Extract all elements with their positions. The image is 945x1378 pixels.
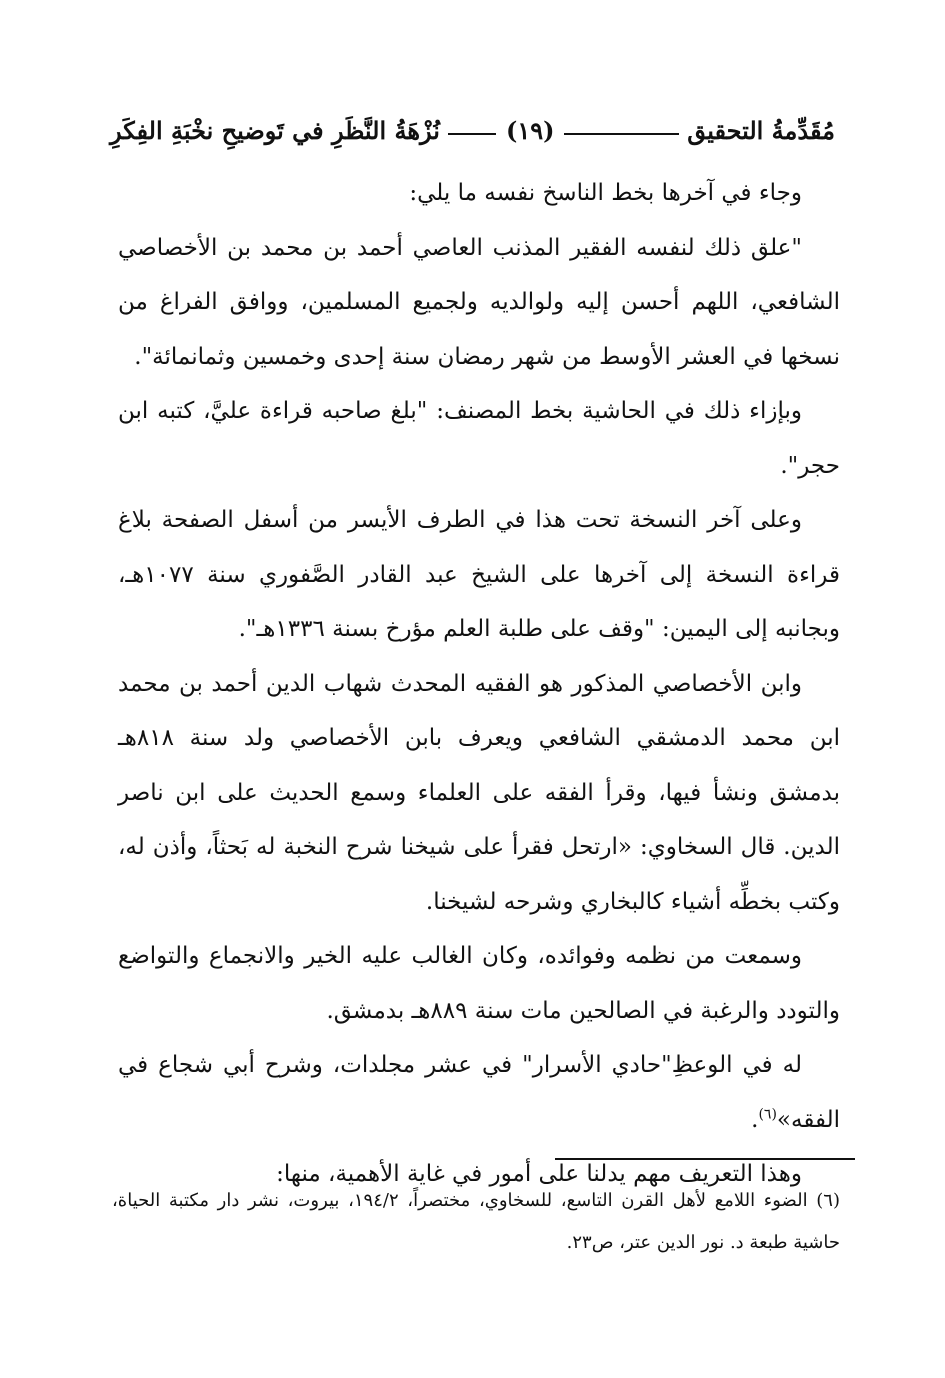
footnote-reference[interactable]: (٦) xyxy=(758,1105,777,1122)
main-text xyxy=(118,166,840,1202)
paragraph-5 xyxy=(118,657,840,930)
line: الدين. قال السخاوي: «ارتحل فقرأ على شيخنا شرح النخبة له بَحثاً، وأذن xyxy=(152,834,840,860)
line: قراءة النسخة إلى آخرها على الشيخ عبد القادر الصَّفوري سنة ١٠٧٧هـ، xyxy=(118,561,840,588)
line: وابن الأخصاصي المذكور هو الفقيه المحدث شهاب الدين أحمد بن محمد xyxy=(118,670,802,697)
header-rule-right xyxy=(564,133,679,135)
paragraph-1 xyxy=(118,166,840,221)
line: وبجانبه إلى اليمين: "وقف على طلبة العلم مؤرخ بسنة ١٣٣٦هـ". xyxy=(238,616,840,642)
line: نسخها في العشر الأوسط من شهر رمضان سنة إحدى وخمسين وثمانمائة". xyxy=(134,343,840,370)
line: وسمعت من نظمه وفوائده، وكان الغالب عليه الخير والانجماع والتواضع xyxy=(118,943,802,969)
line: وبإزاء ذلك في الحاشية بخط المصنف: "بلغ صاحبه قراءة عليَّ، كتبه ابن حجر". xyxy=(118,398,840,479)
paragraph-3 xyxy=(118,384,840,493)
footnotes xyxy=(112,1180,840,1264)
line: وعلى آخر النسخة تحت هذا في الطرف الأيسر من أسفل الصفحة بلاغ xyxy=(118,507,802,533)
running-header xyxy=(110,108,835,152)
paragraph-4 xyxy=(118,493,840,657)
footnote-divider xyxy=(555,1158,855,1160)
footnote-line: (٦) الضوء اللامع لأهل القرن التاسع، للسخاوي، مختصراً، ١٩٤/٢، بيروت، نشر دار xyxy=(217,1190,840,1211)
line: له، وكتب بخطِّه أشياء كالبخاري وشرحه لشيخنا. xyxy=(118,834,840,915)
paragraph-7 xyxy=(118,1038,840,1147)
line-tail: . xyxy=(751,1106,759,1133)
line: الفقه» xyxy=(776,1106,840,1133)
line: "علق ذلك لنفسه الفقير المذنب العاصي أحمد بن محمد بن الأخصاصي xyxy=(118,234,802,261)
line: ابن محمد الدمشقي الشافعي ويعرف بابن الأخصاصي ولد سنة ٨١٨هـ xyxy=(118,725,840,751)
paragraph-6 xyxy=(118,929,840,1038)
paragraph-2 xyxy=(118,221,840,385)
line: بدمشق ونشأ فيها، وقرأ الفقه على العلماء وسمع الحديث على ابن ناصر xyxy=(118,779,840,806)
line: الشافعي، اللهم أحسن إليه ولوالديه ولجميع المسلمين، ووافق الفراغ من xyxy=(118,289,840,315)
line: وهذا التعريف مهم يدلنا على أمور في غاية الأهمية، منها: xyxy=(276,1161,802,1187)
footnote-line: مكتبة الحياة، حاشية طبعة د. نور الدين عتر، ص٢٣. xyxy=(112,1190,840,1253)
line: والتودد والرغبة في الصالحين مات سنة ٨٨٩هـ بدمشق. xyxy=(326,997,840,1024)
footnote-6 xyxy=(112,1180,840,1264)
line: له في الوعظِ"حادي الأسرار" في عشر مجلدات، وشرح أبي شجاع في xyxy=(118,1052,802,1078)
line: وجاء في آخرها بخط الناسخ نفسه ما يلي: xyxy=(409,180,802,206)
section-title: مُقَدِّمةُ التحقيق xyxy=(687,115,835,145)
page-number: (١٩) xyxy=(505,115,555,145)
book-title: نُزْهَةُ النَّظَرِ في تَوضيحِ نخْبَةِ الفِكَرِ xyxy=(110,115,440,145)
header-rule-left xyxy=(448,133,496,135)
